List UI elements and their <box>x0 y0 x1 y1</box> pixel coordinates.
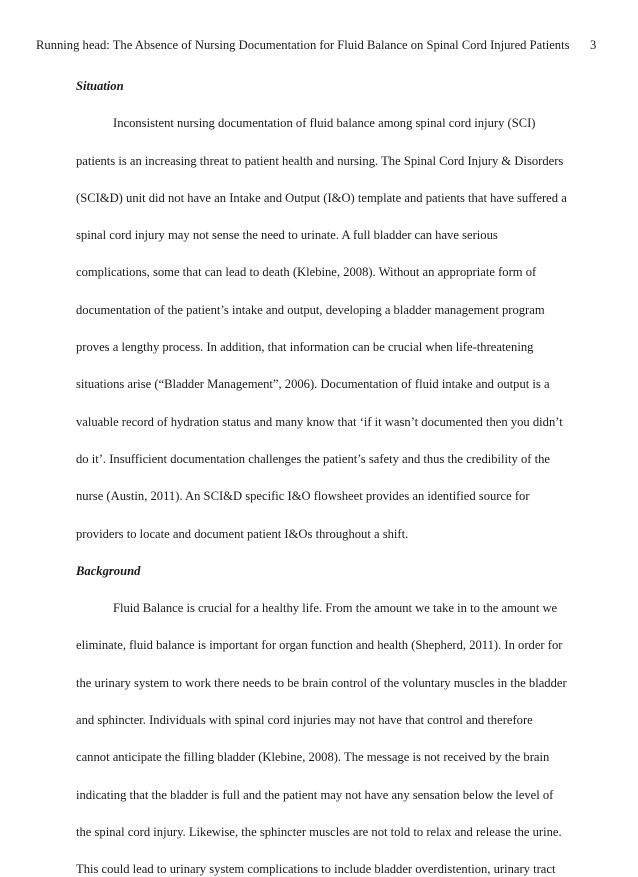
paragraph-line: and sphincter. Individuals with spinal cord injuries may not have that control and therefore <box>76 713 533 728</box>
page-number: 3 <box>590 38 597 52</box>
paragraph-line: Inconsistent nursing documentation of fluid balance among spinal cord injury (SCI) <box>113 116 536 131</box>
paragraph-line: spinal cord injury may not sense the need to urinate. A full bladder can have serious <box>76 228 498 243</box>
paragraph-line: Fluid Balance is crucial for a healthy life. From the amount we take in to the amount we <box>113 601 558 616</box>
paragraph-line: situations arise (“Bladder Management”, 2006). Documentation of fluid intake and output is a <box>76 377 550 392</box>
paragraph-line: This could lead to urinary system complications to include bladder overdistention, urinary tract <box>76 862 556 877</box>
section-heading-situation: Situation <box>76 79 124 93</box>
paragraph-line: documentation of the patient’s intake and output, developing a bladder management program <box>76 302 545 317</box>
paragraph-line: patients is an increasing threat to patient health and nursing. The Spinal Cord Injury & Disorders <box>76 153 564 168</box>
paragraph-line: providers to locate and document patient I&Os throughout a shift. <box>76 526 409 541</box>
paragraph-line: nurse (Austin, 2011). An SCI&D specific I&O flowsheet provides an identified source for <box>76 489 530 504</box>
document-body <box>76 78 566 877</box>
paragraph-line: indicating that the bladder is full and the patient may not have any sensation below the level of <box>76 787 554 802</box>
section-heading-background: Background <box>76 563 141 578</box>
paragraph-line: the spinal cord injury. Likewise, the sphincter muscles are not told to relax and release the urine. <box>76 824 562 839</box>
paragraph-line: the urinary system to work there needs to be brain control of the voluntary muscles in the bladder <box>76 675 567 690</box>
paragraph-line: complications, some that can lead to death (Klebine, 2008). Without an appropriate form of <box>76 265 537 280</box>
paragraph-line: eliminate, fluid balance is important for organ function and health (Shepherd, 2011). In order for <box>76 638 563 653</box>
paragraph-line: cannot anticipate the filling bladder (Klebine, 2008). The message is not received by the brain <box>76 750 550 765</box>
paragraph-line: (SCI&D) unit did not have an Intake and Output (I&O) template and patients that have suffered a <box>76 190 567 205</box>
running-head: Running head: The Absence of Nursing Documentation for Fluid Balance on Spinal Cord Injured Patients <box>36 38 570 52</box>
paragraph-line: do it’. Insufficient documentation challenges the patient’s safety and thus the credibility of the <box>76 451 550 466</box>
paragraph-line: valuable record of hydration status and many know that ‘if it wasn’t documented then you didn’t <box>76 414 563 429</box>
paragraph-line: proves a lengthy process. In addition, that information can be crucial when life-threatening <box>76 340 534 355</box>
